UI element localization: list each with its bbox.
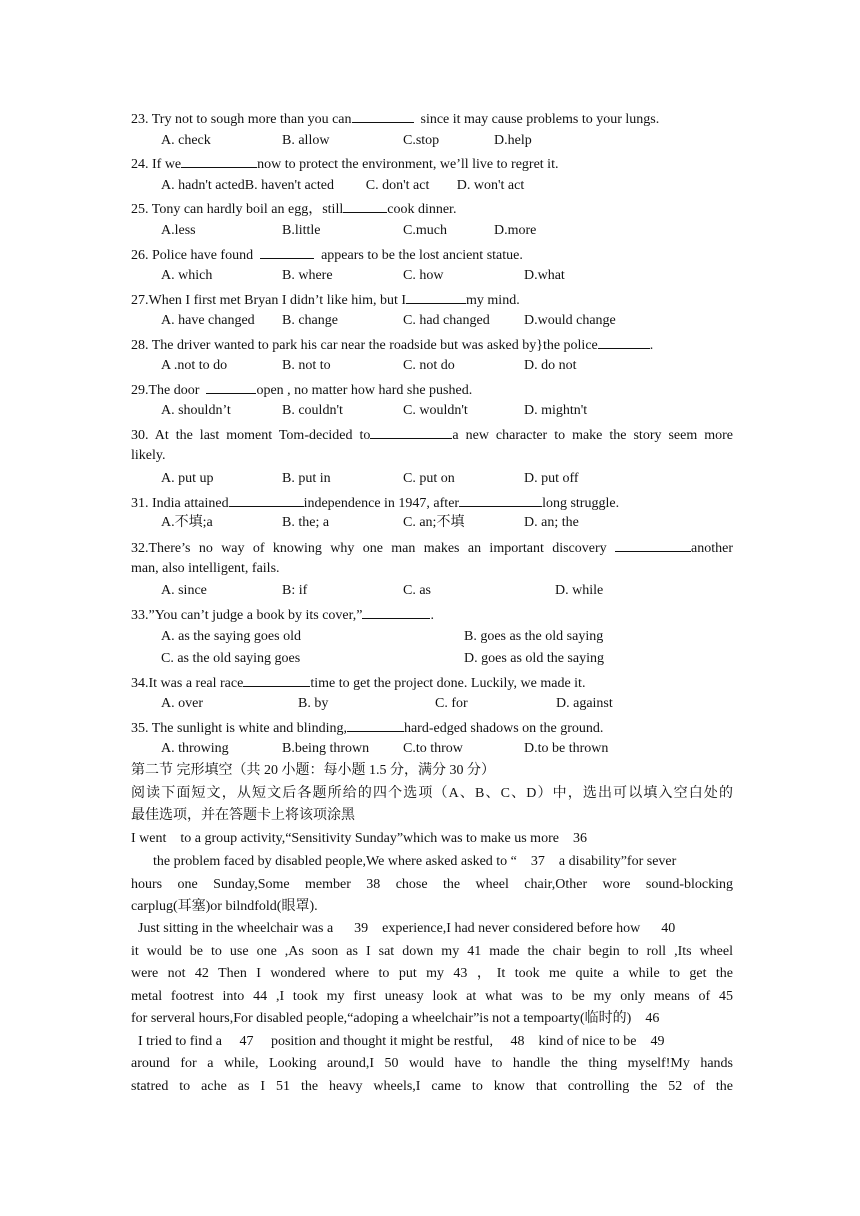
answer-blank: [206, 380, 256, 394]
option-c: C. as: [403, 583, 431, 598]
option-d: D. goes as old the saying: [464, 651, 604, 666]
option-a: A.不填;a: [161, 515, 213, 530]
question-text: .: [430, 608, 434, 623]
option-a: A.less: [161, 223, 196, 238]
option-a: A. check: [161, 133, 211, 148]
options-24: [161, 177, 524, 195]
question-text: 31. India attained: [131, 496, 229, 511]
passage-line: it would be to use one ,As soon as I sat down my 41 made the chair begin to roll ,Its wheel: [131, 944, 733, 959]
option-c: C. not do: [403, 358, 455, 373]
question-text-continued: likely.: [131, 448, 166, 463]
option-a: A. put up: [161, 471, 214, 486]
passage-line: metal footrest into 44 ,I took my first uneasy look at what was to be my only means of 45: [131, 989, 733, 1004]
option-c: C. don't act: [365, 178, 430, 193]
answer-blank: [229, 493, 304, 507]
options-35: [161, 740, 608, 758]
passage-line: for serveral hours,For disabled people,“adoping a wheelchair”is not a tempoarty(临时的) 46: [131, 1011, 660, 1026]
question-text: 27.When I first met Bryan I didn’t like him, but I: [131, 293, 407, 308]
option-b: B: if: [282, 583, 308, 598]
option-b: B. haven't acted: [244, 178, 334, 193]
option-c: C.much: [403, 223, 447, 238]
option-c: C. as the old saying goes: [161, 651, 301, 666]
option-d: D.would change: [524, 313, 616, 328]
options-26: [161, 267, 565, 285]
question-text: 29.The door: [131, 383, 200, 398]
options-33-row1: [161, 628, 603, 646]
answer-blank: [615, 538, 691, 552]
passage-line: I tried to find a 47 position and thought it might be restful, 48 kind of nice to be 49: [138, 1034, 665, 1049]
question-text: 35. The sunlight is white and blinding,: [131, 721, 347, 736]
answer-blank: [243, 673, 310, 687]
question-26: [131, 245, 523, 265]
question-34: [131, 673, 585, 693]
question-text: since it may cause problems to your lungs.: [420, 112, 660, 127]
options-27: [161, 312, 616, 330]
option-b: B. put in: [282, 471, 331, 486]
option-b: B. by: [298, 696, 329, 711]
answer-blank: [598, 335, 650, 349]
option-a: A. which: [161, 268, 213, 283]
option-b: B. where: [282, 268, 333, 283]
question-35: [131, 718, 603, 738]
option-a: A. over: [161, 696, 203, 711]
question-text: 28. The driver wanted to park his car near the roadside but was asked by}the police: [131, 338, 598, 353]
option-c: C. for: [435, 696, 468, 711]
option-d: D. won't act: [456, 178, 525, 193]
question-text: independence in 1947, after: [303, 496, 460, 511]
passage-line: the problem faced by disabled people,We where asked asked to “ 37 a disability”for sever: [153, 854, 677, 869]
option-a: A. hadn't acted: [161, 178, 245, 193]
option-d: D. put off: [524, 471, 579, 486]
option-b: B. goes as the old saying: [464, 629, 604, 644]
question-text: 26. Police have found: [131, 248, 254, 263]
option-d: D.more: [494, 223, 537, 238]
question-text: hard-edged shadows on the ground.: [403, 721, 604, 736]
option-c: C.stop: [403, 133, 440, 148]
option-a: A. throwing: [161, 741, 229, 756]
options-29: [161, 402, 587, 420]
answer-blank: [343, 199, 387, 213]
option-a: A .not to do: [161, 358, 228, 373]
option-d: D.what: [524, 268, 565, 283]
answer-blank: [347, 718, 404, 732]
passage-line: hours one Sunday,Some member 38 chose the wheel chair,Other wore sound-blocking: [131, 877, 733, 892]
options-28: [161, 357, 577, 375]
question-32: [131, 538, 733, 558]
option-c: C.to throw: [403, 741, 463, 756]
options-34: [161, 695, 613, 713]
option-d: D. mightn't: [524, 403, 588, 418]
answer-blank: [406, 290, 466, 304]
option-c: C. how: [403, 268, 444, 283]
question-text: 32.There’s no way of knowing why one man makes an important discovery: [131, 541, 607, 556]
question-text: my mind.: [466, 293, 520, 308]
option-b: B. couldn't: [282, 403, 343, 418]
answer-blank: [459, 493, 542, 507]
answer-blank: [260, 245, 314, 259]
options-32: [161, 582, 603, 600]
option-d: D. an; the: [524, 515, 579, 530]
question-text: cook dinner.: [387, 202, 457, 217]
option-c: C. wouldn't: [403, 403, 468, 418]
question-text: now to protect the environment, we’ll live to regret it.: [257, 157, 559, 172]
question-23: [131, 109, 659, 129]
question-text: open , no matter how hard she pushed.: [256, 383, 473, 398]
question-text: another: [691, 541, 733, 556]
question-31: [131, 493, 619, 513]
option-c: C. put on: [403, 471, 455, 486]
option-b: B. allow: [282, 133, 330, 148]
section-instructions: 阅读下面短文，从短文后各题所给的四个选项（A、B、C、D）中，选出可以填入空白处的: [131, 786, 733, 801]
option-d: D. do not: [524, 358, 577, 373]
passage-line: I went to a group activity,“Sensitivity Sunday”which was to make us more 36: [131, 831, 587, 846]
answer-blank: [181, 154, 257, 168]
question-text: 23. Try not to sough more than you can: [131, 112, 352, 127]
question-text: a new character to make the story seem more: [452, 428, 733, 443]
question-25: [131, 199, 456, 219]
question-text: 33.”You can’t judge a book by its cover,”: [131, 608, 363, 623]
question-24: [131, 154, 558, 174]
passage-line: were not 42 Then I wondered where to put my 43 ，It took me quite a while to get the: [131, 966, 733, 981]
option-b: B.little: [282, 223, 321, 238]
option-b: B. not to: [282, 358, 331, 373]
option-a: A. have changed: [161, 313, 255, 328]
passage-line: around for a while, Looking around,I 50 would have to handle the thing myself!My hands: [131, 1056, 733, 1071]
question-text: 25. Tony can hardly boil an egg，still: [131, 202, 344, 217]
option-a: A. as the saying goes old: [161, 629, 301, 644]
question-28: [131, 335, 653, 355]
option-d: D.help: [494, 133, 532, 148]
passage-line: statred to ache as I 51 the heavy wheels,I came to know that controlling the 52 of the: [131, 1079, 733, 1094]
options-31: [161, 514, 579, 532]
answer-blank: [352, 109, 414, 123]
question-text: appears to be the lost ancient statue.: [321, 248, 523, 263]
question-text: 30. At the last moment Tom-decided to: [131, 428, 371, 443]
option-b: B. the; a: [282, 515, 330, 530]
question-text: 24. If we: [131, 157, 182, 172]
options-33-row2: [161, 650, 604, 668]
question-33: [131, 605, 434, 625]
option-a: A. shouldn’t: [161, 403, 231, 418]
answer-blank: [362, 605, 430, 619]
section-title: 第二节 完形填空（共 20 小题：每小题 1.5 分，满分 30 分）: [131, 763, 495, 778]
question-30: [131, 425, 733, 445]
question-27: [131, 290, 520, 310]
option-c: C. an;不填: [403, 515, 465, 530]
option-b: B.being thrown: [282, 741, 370, 756]
question-text: long struggle.: [542, 496, 620, 511]
option-a: A. since: [161, 583, 207, 598]
section-instructions-continued: 最佳选项，并在答题卡上将该项涂黑: [131, 808, 355, 823]
option-d: D. against: [556, 696, 613, 711]
option-d: D.to be thrown: [524, 741, 609, 756]
options-30: [161, 470, 579, 488]
options-23: [161, 132, 532, 150]
passage-line: Just sitting in the wheelchair was a 39 experience,I had never considered before how 40: [138, 921, 676, 936]
question-text: time to get the project done. Luckily, we made it.: [310, 676, 586, 691]
option-c: C. had changed: [403, 313, 490, 328]
question-text: 34.It was a real race: [131, 676, 244, 691]
passage-line: carplug(耳塞)or bilndfold(眼罩).: [131, 899, 318, 914]
question-text: .: [649, 338, 654, 353]
option-d: D. while: [555, 583, 604, 598]
question-29: [131, 380, 472, 400]
options-25: [161, 222, 536, 240]
answer-blank: [370, 425, 452, 439]
option-b: B. change: [282, 313, 338, 328]
question-text-continued: man, also intelligent, fails.: [131, 561, 280, 576]
